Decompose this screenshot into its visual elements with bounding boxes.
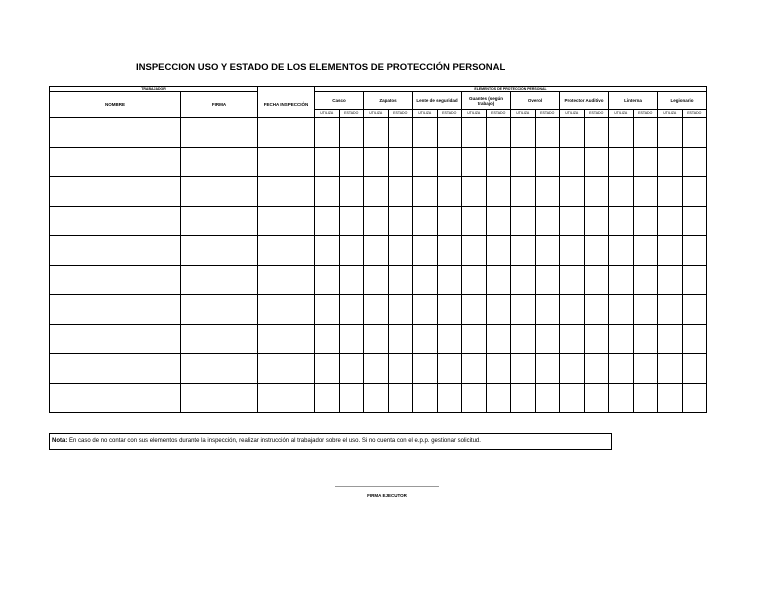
table-cell[interactable]	[560, 177, 585, 207]
table-cell[interactable]	[181, 236, 258, 266]
table-cell[interactable]	[388, 383, 413, 413]
table-cell[interactable]	[658, 177, 683, 207]
table-cell[interactable]	[535, 295, 560, 325]
table-cell[interactable]	[511, 265, 536, 295]
table-cell[interactable]	[658, 383, 683, 413]
table-cell[interactable]	[462, 236, 487, 266]
table-cell[interactable]	[181, 324, 258, 354]
subheader-utiliza: UTILIZA	[658, 110, 683, 118]
table-cell[interactable]	[462, 118, 487, 148]
table-cell[interactable]	[339, 265, 364, 295]
table-cell[interactable]	[462, 147, 487, 177]
table-cell[interactable]	[258, 295, 315, 325]
signature-line	[335, 486, 439, 487]
table-cell[interactable]	[388, 236, 413, 266]
table-cell[interactable]	[486, 295, 511, 325]
table-cell[interactable]	[633, 118, 658, 148]
table-cell[interactable]	[658, 324, 683, 354]
table-cell[interactable]	[437, 206, 462, 236]
table-cell[interactable]	[258, 177, 315, 207]
table-cell[interactable]	[462, 324, 487, 354]
table-cell[interactable]	[609, 147, 634, 177]
table-cell[interactable]	[658, 236, 683, 266]
table-cell[interactable]	[413, 354, 438, 384]
table-cell[interactable]	[584, 354, 609, 384]
table-cell[interactable]	[535, 265, 560, 295]
table-row	[50, 236, 707, 266]
table-cell[interactable]	[682, 118, 707, 148]
signature-label: FIRMA EJECUTOR	[367, 493, 407, 498]
table-cell[interactable]	[486, 147, 511, 177]
table-cell[interactable]	[388, 147, 413, 177]
table-cell[interactable]	[364, 236, 389, 266]
table-cell[interactable]	[413, 265, 438, 295]
table-cell[interactable]	[462, 295, 487, 325]
subheader-estado: ESTADO	[535, 110, 560, 118]
table-cell[interactable]	[560, 265, 585, 295]
table-cell[interactable]	[181, 177, 258, 207]
table-cell[interactable]	[388, 295, 413, 325]
table-cell[interactable]	[462, 354, 487, 384]
table-cell[interactable]	[388, 177, 413, 207]
table-cell[interactable]	[584, 206, 609, 236]
table-cell[interactable]	[609, 295, 634, 325]
table-cell[interactable]	[535, 324, 560, 354]
table-cell[interactable]	[413, 118, 438, 148]
table-cell[interactable]	[658, 118, 683, 148]
table-cell[interactable]	[181, 354, 258, 384]
table-cell[interactable]	[50, 265, 181, 295]
table-cell[interactable]	[535, 354, 560, 384]
table-cell[interactable]	[486, 206, 511, 236]
table-cell[interactable]	[437, 383, 462, 413]
table-cell[interactable]	[388, 118, 413, 148]
table-cell[interactable]	[658, 265, 683, 295]
table-cell[interactable]	[413, 206, 438, 236]
note-box	[49, 433, 612, 450]
table-cell[interactable]	[50, 383, 181, 413]
table-cell[interactable]	[315, 236, 340, 266]
table-cell[interactable]	[50, 324, 181, 354]
table-cell[interactable]	[535, 118, 560, 148]
table-cell[interactable]	[339, 236, 364, 266]
table-cell[interactable]	[413, 147, 438, 177]
table-cell[interactable]	[258, 354, 315, 384]
element-header: Legionario	[658, 92, 707, 110]
table-cell[interactable]	[511, 295, 536, 325]
table-cell[interactable]	[511, 177, 536, 207]
table-cell[interactable]	[258, 118, 315, 148]
table-cell[interactable]	[658, 206, 683, 236]
table-cell[interactable]	[511, 206, 536, 236]
table-cell[interactable]	[658, 295, 683, 325]
table-row	[50, 354, 707, 384]
table-cell[interactable]	[682, 265, 707, 295]
table-cell[interactable]	[339, 295, 364, 325]
table-cell[interactable]	[609, 177, 634, 207]
subheader-estado: ESTADO	[437, 110, 462, 118]
table-cell[interactable]	[258, 265, 315, 295]
table-cell[interactable]	[364, 324, 389, 354]
table-cell[interactable]	[181, 147, 258, 177]
table-cell[interactable]	[609, 236, 634, 266]
column-header-firma: FIRMA	[181, 92, 258, 118]
table-cell[interactable]	[486, 324, 511, 354]
element-header: Protector Auditivo	[560, 92, 609, 110]
note-text: En caso de no contar con sus elementos durante la inspección, realizar instrucción al trabajador sobre el uso. Si no cuenta con el e.p.p. gestionar solicitud.	[67, 438, 481, 444]
table-row	[50, 147, 707, 177]
subheader-estado: ESTADO	[388, 110, 413, 118]
table-cell[interactable]	[560, 147, 585, 177]
table-cell[interactable]	[560, 236, 585, 266]
table-cell[interactable]	[609, 118, 634, 148]
table-cell[interactable]	[258, 236, 315, 266]
table-cell[interactable]	[560, 295, 585, 325]
table-cell[interactable]	[437, 177, 462, 207]
subheader-utiliza: UTILIZA	[609, 110, 634, 118]
table-cell[interactable]	[364, 354, 389, 384]
table-cell[interactable]	[364, 118, 389, 148]
table-cell[interactable]	[609, 383, 634, 413]
table-cell[interactable]	[388, 324, 413, 354]
table-cell[interactable]	[584, 324, 609, 354]
table-cell[interactable]	[609, 354, 634, 384]
table-cell[interactable]	[315, 147, 340, 177]
subheader-utiliza: UTILIZA	[413, 110, 438, 118]
element-header: Casco	[315, 92, 364, 110]
table-cell[interactable]	[339, 383, 364, 413]
table-cell[interactable]	[486, 118, 511, 148]
column-header-nombre: NOMBRE	[50, 92, 181, 118]
table-cell[interactable]	[388, 354, 413, 384]
table-cell[interactable]	[437, 118, 462, 148]
table-cell[interactable]	[339, 206, 364, 236]
table-cell[interactable]	[511, 354, 536, 384]
table-cell[interactable]	[462, 206, 487, 236]
table-cell[interactable]	[437, 265, 462, 295]
subheader-utiliza: UTILIZA	[560, 110, 585, 118]
table-cell[interactable]	[609, 324, 634, 354]
table-row	[50, 206, 707, 236]
element-header: Guantes (según trabajo)	[462, 92, 511, 110]
table-cell[interactable]	[388, 206, 413, 236]
table-row	[50, 177, 707, 207]
table-cell[interactable]	[633, 206, 658, 236]
table-cell[interactable]	[560, 118, 585, 148]
table-cell[interactable]	[437, 236, 462, 266]
table-cell[interactable]	[633, 324, 658, 354]
table-cell[interactable]	[50, 295, 181, 325]
table-cell[interactable]	[462, 383, 487, 413]
table-cell[interactable]	[388, 265, 413, 295]
table-cell[interactable]	[413, 236, 438, 266]
table-cell[interactable]	[181, 118, 258, 148]
element-header: Linterna	[609, 92, 658, 110]
table-cell[interactable]	[339, 118, 364, 148]
table-cell[interactable]	[181, 383, 258, 413]
table-cell[interactable]	[181, 206, 258, 236]
table-cell[interactable]	[486, 236, 511, 266]
table-cell[interactable]	[535, 147, 560, 177]
subheader-utiliza: UTILIZA	[315, 110, 340, 118]
table-cell[interactable]	[339, 177, 364, 207]
table-cell[interactable]	[364, 295, 389, 325]
table-cell[interactable]	[633, 147, 658, 177]
table-row	[50, 324, 707, 354]
group-header-epp: ELEMENTOS DE PROTECCIÓN PERSONAL	[315, 87, 707, 92]
table-cell[interactable]	[181, 265, 258, 295]
table-cell[interactable]	[339, 324, 364, 354]
table-cell[interactable]	[584, 295, 609, 325]
table-cell[interactable]	[584, 147, 609, 177]
table-cell[interactable]	[339, 147, 364, 177]
table-cell[interactable]	[609, 265, 634, 295]
element-header: Zapatos	[364, 92, 413, 110]
group-header-trabajador: TRABAJADOR	[50, 87, 258, 92]
form-title: INSPECCION USO Y ESTADO DE LOS ELEMENTOS DE PROTECCIÓN PERSONAL	[136, 62, 506, 73]
table-cell[interactable]	[658, 147, 683, 177]
table-cell[interactable]	[364, 265, 389, 295]
table-cell[interactable]	[364, 177, 389, 207]
table-cell[interactable]	[633, 295, 658, 325]
table-row	[50, 383, 707, 413]
table-cell[interactable]	[511, 383, 536, 413]
column-header-fecha: FECHA INSPECCIÓN	[258, 92, 315, 118]
table-cell[interactable]	[511, 147, 536, 177]
subheader-utiliza: UTILIZA	[364, 110, 389, 118]
table-cell[interactable]	[486, 354, 511, 384]
table-cell[interactable]	[535, 206, 560, 236]
table-cell[interactable]	[560, 354, 585, 384]
table-cell[interactable]	[486, 383, 511, 413]
table-cell[interactable]	[535, 383, 560, 413]
table-cell[interactable]	[609, 206, 634, 236]
table-cell[interactable]	[511, 236, 536, 266]
table-cell[interactable]	[315, 295, 340, 325]
table-cell[interactable]	[258, 147, 315, 177]
table-cell[interactable]	[437, 295, 462, 325]
table-cell[interactable]	[584, 265, 609, 295]
table-cell[interactable]	[682, 354, 707, 384]
table-cell[interactable]	[584, 177, 609, 207]
table-cell[interactable]	[413, 295, 438, 325]
table-cell[interactable]	[560, 324, 585, 354]
table-cell[interactable]	[364, 147, 389, 177]
table-cell[interactable]	[364, 383, 389, 413]
table-cell[interactable]	[315, 206, 340, 236]
table-cell[interactable]	[258, 324, 315, 354]
note-label: Nota:	[52, 438, 68, 444]
subheader-utiliza: UTILIZA	[462, 110, 487, 118]
table-cell[interactable]	[50, 354, 181, 384]
table-cell[interactable]	[462, 265, 487, 295]
table-cell[interactable]	[682, 177, 707, 207]
table-row	[50, 118, 707, 148]
table-cell[interactable]	[535, 177, 560, 207]
table-cell[interactable]	[413, 324, 438, 354]
table-cell[interactable]	[511, 118, 536, 148]
table-cell[interactable]	[560, 206, 585, 236]
table-cell[interactable]	[315, 354, 340, 384]
subheader-utiliza: UTILIZA	[511, 110, 536, 118]
table-cell[interactable]	[437, 147, 462, 177]
subheader-estado: ESTADO	[584, 110, 609, 118]
table-cell[interactable]	[364, 206, 389, 236]
table-cell[interactable]	[462, 177, 487, 207]
table-cell[interactable]	[315, 265, 340, 295]
table-cell[interactable]	[633, 236, 658, 266]
table-cell[interactable]	[258, 383, 315, 413]
table-cell[interactable]	[413, 383, 438, 413]
table-row	[50, 295, 707, 325]
table-cell[interactable]	[181, 295, 258, 325]
subheader-estado: ESTADO	[633, 110, 658, 118]
table-cell[interactable]	[584, 118, 609, 148]
table-cell[interactable]	[682, 206, 707, 236]
table-cell[interactable]	[633, 354, 658, 384]
table-cell[interactable]	[339, 354, 364, 384]
table-cell[interactable]	[535, 236, 560, 266]
table-cell[interactable]	[315, 177, 340, 207]
table-cell[interactable]	[560, 383, 585, 413]
table-row	[50, 265, 707, 295]
table-cell[interactable]	[486, 265, 511, 295]
table-cell[interactable]	[633, 383, 658, 413]
element-header: Lente de seguridad	[413, 92, 462, 110]
table-cell[interactable]	[315, 383, 340, 413]
table-cell[interactable]	[258, 206, 315, 236]
subheader-estado: ESTADO	[682, 110, 707, 118]
table-cell[interactable]	[682, 147, 707, 177]
table-cell[interactable]	[584, 383, 609, 413]
table-cell[interactable]	[682, 295, 707, 325]
table-cell[interactable]	[50, 206, 181, 236]
table-cell[interactable]	[413, 177, 438, 207]
table-cell[interactable]	[50, 147, 181, 177]
table-cell[interactable]	[658, 354, 683, 384]
table-cell[interactable]	[315, 118, 340, 148]
table-cell[interactable]	[682, 324, 707, 354]
element-header: Overol	[511, 92, 560, 110]
subheader-estado: ESTADO	[486, 110, 511, 118]
table-cell[interactable]	[437, 354, 462, 384]
table-cell[interactable]	[50, 118, 181, 148]
table-cell[interactable]	[511, 324, 536, 354]
table-cell[interactable]	[633, 177, 658, 207]
table-cell[interactable]	[682, 236, 707, 266]
table-cell[interactable]	[437, 324, 462, 354]
subheader-estado: ESTADO	[339, 110, 364, 118]
table-cell[interactable]	[486, 177, 511, 207]
table-cell[interactable]	[584, 236, 609, 266]
table-cell[interactable]	[633, 265, 658, 295]
table-cell[interactable]	[315, 324, 340, 354]
table-cell[interactable]	[50, 236, 181, 266]
table-cell[interactable]	[50, 177, 181, 207]
inspection-table	[49, 86, 707, 413]
table-cell[interactable]	[682, 383, 707, 413]
